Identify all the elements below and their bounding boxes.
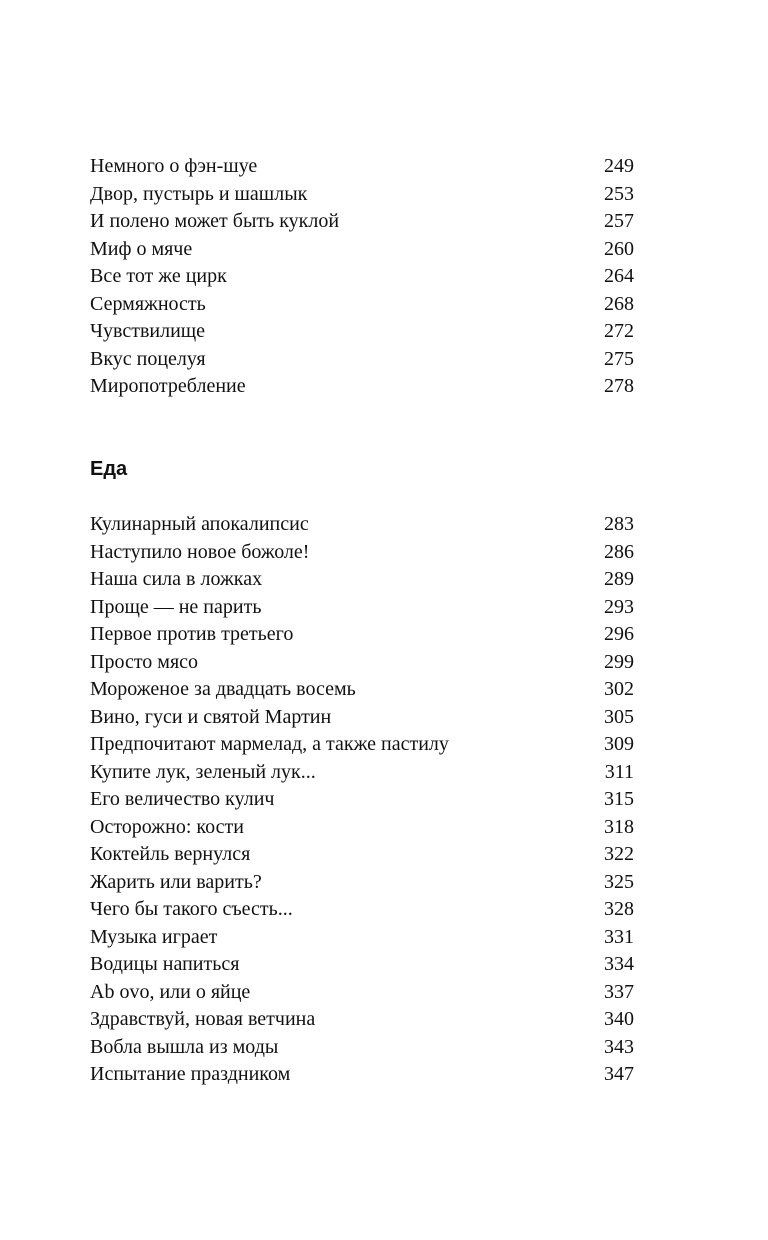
section-heading: Еда	[90, 458, 128, 480]
toc-entry	[90, 318, 634, 346]
toc-entry-title: Сермяжность	[90, 292, 206, 315]
toc-entry-page-number: 275	[604, 347, 634, 370]
toc-entry	[90, 731, 634, 759]
toc-entry-title: Мороженое за двадцать восемь	[90, 678, 356, 700]
toc-entry-page-number: 296	[604, 623, 634, 645]
toc-entry	[90, 979, 634, 1007]
toc-entry-page-number: 278	[604, 375, 634, 397]
toc-entry	[90, 924, 634, 952]
toc-entry	[90, 814, 634, 842]
toc-entry	[90, 786, 634, 814]
toc-entry-page-number: 337	[604, 980, 634, 1003]
toc-entry	[90, 869, 634, 897]
toc-entry	[90, 153, 634, 181]
toc-entry-title: Первое против третьего	[90, 623, 294, 645]
toc-entry-title: Здравствуй, новая ветчина	[90, 1008, 316, 1030]
toc-entry	[90, 181, 634, 209]
toc-entry	[90, 511, 634, 539]
toc-entry-title: Осторожно: кости	[90, 815, 244, 838]
toc-entry	[90, 236, 634, 264]
toc-entry-title: Двор, пустырь и шашлык	[90, 182, 308, 205]
toc-entry-page-number: 299	[604, 650, 634, 673]
toc-entry-title: Ab ovo, или о яйце	[90, 980, 251, 1003]
toc-entry-page-number: 264	[604, 265, 634, 287]
toc-entry	[90, 1034, 634, 1062]
toc-entry	[90, 291, 634, 319]
toc-entry-page-number: 322	[604, 843, 634, 865]
toc-entry-title: Все тот же цирк	[90, 265, 227, 287]
toc-entry-title: Миф о мяче	[90, 237, 193, 260]
toc-entry-page-number: 309	[604, 733, 634, 755]
toc-entry-page-number: 315	[604, 788, 634, 810]
toc-entry-page-number: 272	[604, 320, 634, 342]
toc-entry-title: Вкус поцелуя	[90, 347, 206, 370]
toc-entry	[90, 1061, 634, 1089]
toc-entry	[90, 621, 634, 649]
toc-entry-page-number: 249	[604, 155, 634, 177]
toc-entry-page-number: 311	[604, 760, 634, 783]
toc-entry-page-number: 286	[604, 540, 634, 563]
toc-entry	[90, 704, 634, 732]
toc-entry-title: Водицы напиться	[90, 953, 240, 975]
toc-entry	[90, 951, 634, 979]
toc-entry-page-number: 268	[604, 292, 634, 315]
toc-entry	[90, 676, 634, 704]
toc-entry-title: Немного о фэн-шуе	[90, 155, 258, 177]
toc-entry-page-number: 253	[604, 182, 634, 205]
toc-entry-page-number: 347	[604, 1063, 634, 1085]
toc-entry-title: Просто мясо	[90, 650, 199, 673]
toc-entry	[90, 1006, 634, 1034]
toc-entry-title: Чувствилище	[90, 320, 206, 342]
toc-entry-page-number: 331	[604, 925, 634, 948]
toc-entry-page-number: 289	[604, 568, 634, 590]
toc-entry	[90, 649, 634, 677]
toc-entry-title: Предпочитают мармелад, а также пастилу	[90, 733, 449, 755]
toc-list-food-section	[90, 511, 634, 1089]
toc-entry-page-number: 318	[604, 815, 634, 838]
toc-entry-title: Кулинарный апокалипсис	[90, 513, 309, 535]
toc-entry-page-number: 340	[604, 1008, 634, 1030]
toc-entry	[90, 346, 634, 374]
toc-entry-title: Наша сила в ложках	[90, 568, 263, 590]
toc-entry-page-number: 302	[604, 678, 634, 700]
toc-entry-page-number: 325	[604, 870, 634, 893]
toc-entry-title: Его величество кулич	[90, 788, 275, 810]
toc-entry-title: Наступило новое божоле!	[90, 540, 310, 563]
toc-entry-title: Миропотребление	[90, 375, 246, 397]
toc-entry	[90, 841, 634, 869]
toc-entry-page-number: 260	[604, 237, 634, 260]
toc-entry-page-number: 328	[604, 898, 634, 920]
toc-entry	[90, 208, 634, 236]
toc-entry	[90, 594, 634, 622]
toc-entry	[90, 896, 634, 924]
toc-entry	[90, 539, 634, 567]
toc-entry	[90, 566, 634, 594]
toc-list-previous-section	[90, 153, 634, 401]
toc-entry-title: Вобла вышла из моды	[90, 1035, 279, 1058]
toc-entry-title: Музыка играет	[90, 925, 218, 948]
toc-entry-title: Вино, гуси и святой Мартин	[90, 705, 332, 728]
toc-entry-title: И полено может быть куклой	[90, 210, 340, 232]
toc-entry-page-number: 293	[604, 595, 634, 618]
toc-entry-page-number: 283	[604, 513, 634, 535]
toc-entry-title: Купите лук, зеленый лук...	[90, 760, 316, 783]
toc-entry-title: Жарить или варить?	[90, 870, 262, 893]
toc-entry-title: Проще — не парить	[90, 595, 262, 618]
toc-entry-page-number: 334	[604, 953, 634, 975]
toc-entry	[90, 263, 634, 291]
toc-entry-page-number: 305	[604, 705, 634, 728]
toc-entry	[90, 759, 634, 787]
toc-entry-title: Чего бы такого съесть...	[90, 898, 293, 920]
toc-entry	[90, 373, 634, 401]
toc-entry-title: Испытание праздником	[90, 1063, 291, 1085]
toc-entry-page-number: 257	[604, 210, 634, 232]
toc-entry-page-number: 343	[604, 1035, 634, 1058]
toc-entry-title: Коктейль вернулся	[90, 843, 251, 865]
